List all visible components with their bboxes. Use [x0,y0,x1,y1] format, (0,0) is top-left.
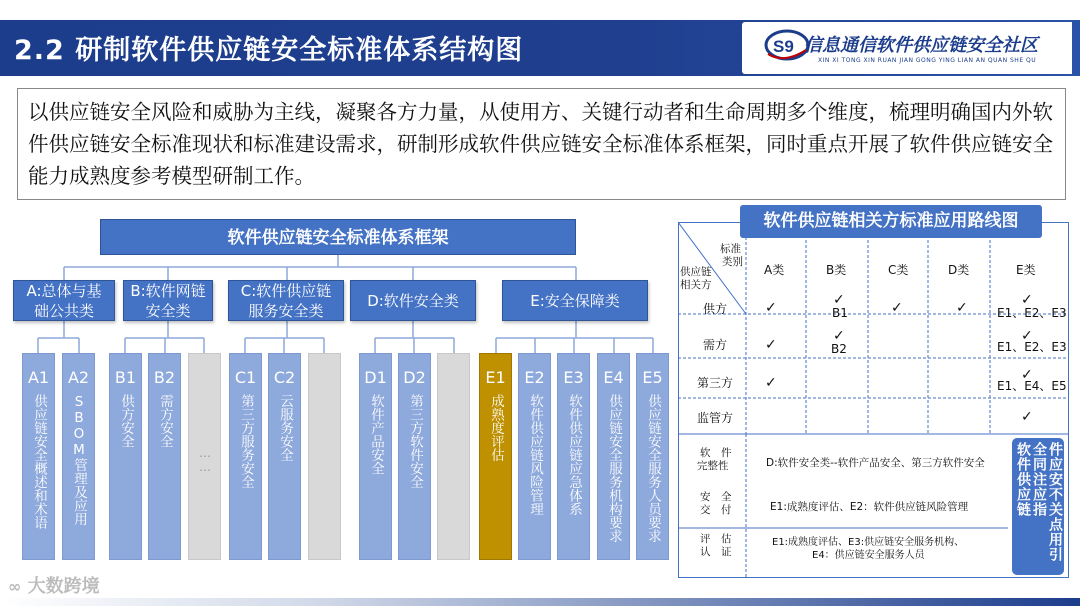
leaf-placeholder [188,353,221,560]
check-supplier-b: ✓ [833,292,845,308]
col-c: C类 [888,263,909,277]
category-c-label: C:软件供应链 [240,281,332,300]
req-cert-text-2: E4：供应链安全服务人员 [812,550,925,561]
category-b-label: B:软件网链 [130,281,206,300]
category-b-label-2: 安全类 [145,301,191,320]
leaf-text: 第三方软件安全 [407,394,423,489]
leaf-d2 [398,353,431,560]
req-cert-l1: 评 估 [700,533,732,545]
row-regulator: 监管方 [697,411,734,425]
watermark-logo-icon: ∞ [8,577,22,596]
intro-text: 以供应链安全风险和威胁为主线，凝聚各方力量，从使用方、关键行动者和生命周期多个维度，梳理明确国内外软件供应链安全标准现状和标准建设需求，研制形成软件供应链安全标准体系框架，同时重点开展了软件供应链安全能力成熟度参考模型研制工作。 [17,88,1066,200]
supplier-b-value: B1 [832,306,848,320]
req-integrity-l1: 软 件 [700,447,732,459]
footer-bar [0,598,1080,606]
leaf-code: D2 [403,368,426,387]
leaf-a2 [62,353,95,560]
leaf-code: C2 [273,368,296,387]
supplier-e-value: E1、E2、E3 [997,306,1067,320]
buyer-b-value: B2 [831,342,847,356]
leaf-code: A1 [27,368,50,387]
col-a: A类 [764,263,785,277]
leaf-c1 [229,353,262,560]
leaf-placeholder [308,353,341,560]
check-supplier-e: ✓ [1021,292,1033,308]
col-d: D类 [948,263,970,277]
page-title: 2.2 研制软件供应链安全标准体系结构图 [14,35,524,66]
category-b [123,280,213,321]
req-cert-text: E1:成熟度评估、E3:供应链安全服务机构、 [772,537,965,548]
leaf-text: 软件供应链风险管理 [527,394,543,516]
category-e [502,280,648,321]
leaf-e3 [557,353,590,560]
category-a-label: A:总体与基 [26,281,102,300]
logo [742,22,1072,74]
leaf-code: E1 [485,368,506,387]
leaf-code: E3 [563,368,584,387]
leaf-text: SBOM管理及应用 [71,394,87,526]
leaf-code: B1 [114,368,137,387]
guide-col-1: 软件供应链 [1015,442,1031,517]
third-e-value: E1、E4、E5 [997,379,1067,393]
leaf-code: B2 [153,368,176,387]
leaf-e5 [636,353,669,560]
leaf-text: 云服务安全 [277,394,293,462]
req-delivery-l2: 交 付 [700,504,732,516]
buyer-e-value: E1、E2、E3 [997,340,1067,354]
req-delivery-text: E1:成熟度评估、E2：软件供应链风险管理 [770,501,969,513]
check-regulator-e: ✓ [1021,409,1033,425]
leaf-d1 [359,353,392,560]
category-d-label: D:软件安全类 [367,291,459,310]
leaf-code: C1 [234,368,257,387]
leaf-code: A2 [67,368,90,387]
col-b: B类 [826,263,847,277]
leaf-text: 成熟度评估 [488,394,504,462]
leaf-text: 供应链安全服务机构要求 [606,394,622,543]
col-e: E类 [1016,263,1036,277]
leaf-text: 第三方服务安全 [238,394,254,489]
leaf-text: 需方安全 [157,394,173,448]
check-buyer-e: ✓ [1021,328,1033,344]
corner-bottom: 供应链 [680,266,712,278]
leaf-text: 供应链安全服务人员要求 [645,394,661,543]
leaf-b1 [109,353,142,560]
category-a-label-2: 础公共类 [33,301,94,320]
row-supplier: 供方 [703,302,728,316]
leaf-e2 [518,353,551,560]
roadmap-grid [678,222,1069,578]
check-third-a: ✓ [765,375,777,391]
framework-title: 软件供应链安全标准体系框架 [100,219,576,255]
req-integrity-l2: 完整性 [697,460,729,472]
check-supplier-d: ✓ [956,300,968,316]
category-a [13,280,115,321]
guide-col-3: 件应安不关点用引 [1047,442,1063,562]
check-supplier-c: ✓ [891,300,903,316]
logo-pinyin: XIN XI TONG XIN RUAN JIAN GONG YING LIAN AN QUAN SHE QU [818,57,1037,64]
leaf-text: 软件产品安全 [368,394,384,475]
check-supplier-a: ✓ [765,300,777,316]
corner-top-2: 类别 [722,256,743,268]
check-buyer-b: ✓ [833,328,845,344]
category-e-label: E:安全保障类 [530,291,620,310]
watermark-text: 大数跨境 [27,576,100,597]
leaf-code: E2 [524,368,545,387]
logo-text: 信息通信软件供应链安全社区 [804,35,1038,56]
req-delivery-l1: 安 全 [700,491,732,503]
leaf-code: E5 [642,368,663,387]
leaf-e1 [479,353,512,560]
leaf-e4 [597,353,630,560]
row-third-party: 第三方 [697,376,734,390]
category-c [228,280,344,321]
svg-text:S9: S9 [773,37,794,56]
check-third-e: ✓ [1021,367,1033,383]
guide-col-2: 全同注应指 [1031,442,1047,517]
roadmap-title: 软件供应链相关方标准应用路线图 [740,205,1042,238]
leaf-text: 供应链安全概述和术语 [31,394,47,529]
corner-bottom-2: 相关方 [680,279,712,291]
guide-label [1012,438,1064,575]
category-c-label-2: 服务安全类 [248,301,324,320]
row-buyer: 需方 [703,338,728,352]
corner-top: 标准 [720,243,741,255]
leaf-b2 [148,353,181,560]
check-buyer-a: ✓ [765,337,777,353]
leaf-placeholder [437,353,470,560]
leaf-text: 软件供应链应急体系 [566,394,582,516]
category-d [350,280,476,321]
leaf-code: E4 [603,368,624,387]
req-integrity-text: D:软件安全类--软件产品安全、第三方软件安全 [766,457,985,469]
watermark [8,572,100,598]
req-cert-l2: 认 证 [700,546,732,558]
leaf-a1 [22,353,55,560]
leaf-text: 供方安全 [118,394,134,448]
leaf-text: …… [198,446,212,474]
leaf-c2 [268,353,301,560]
leaf-code: D1 [364,368,387,387]
